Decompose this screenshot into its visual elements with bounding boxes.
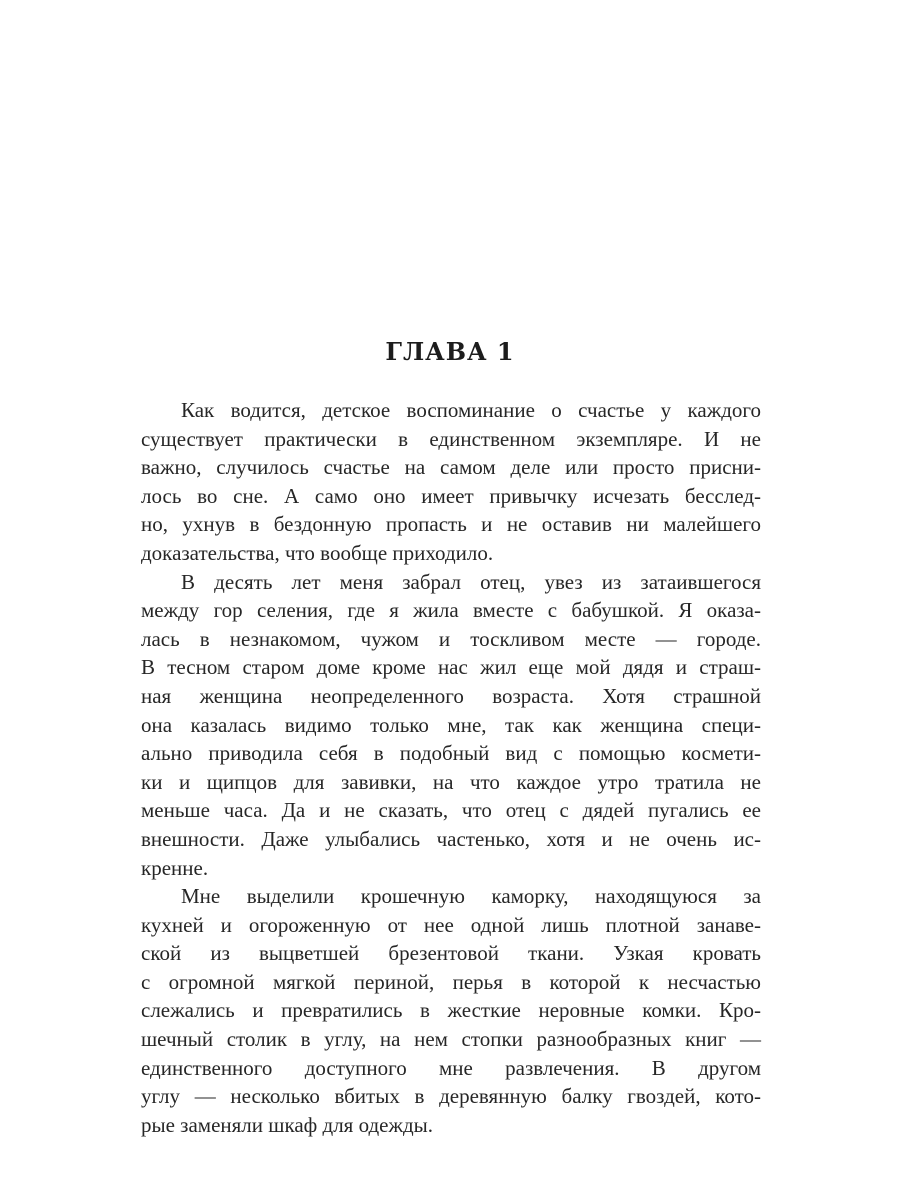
text-line: доказательства, что вообще приходило. bbox=[141, 540, 494, 565]
text-line: ки и щипцов для завивки, на что каждое утро тратила не bbox=[141, 769, 761, 794]
body-text bbox=[141, 396, 761, 1139]
text-line: лась в незнакомом, чужом и тоскливом месте — городе. bbox=[141, 626, 761, 651]
text-line: лось во сне. А само оно имеет привычку исчезать бесслед- bbox=[141, 483, 761, 508]
text-line: важно, случилось счастье на самом деле или просто присни- bbox=[141, 455, 761, 480]
paragraph-2 bbox=[141, 568, 761, 883]
text-line: меньше часа. Да и не сказать, что отец с дядей пугались ее bbox=[141, 798, 761, 823]
text-line: между гор селения, где я жила вместе с бабушкой. Я оказа- bbox=[141, 598, 761, 623]
text-line: Мне выделили крошечную каморку, находящуюся за bbox=[181, 884, 761, 909]
paragraph-1 bbox=[141, 396, 761, 568]
text-line: существует практически в единственном экземпляре. И не bbox=[141, 426, 761, 451]
text-line: с огромной мягкой периной, перья в которой к несчастью bbox=[141, 969, 761, 994]
text-line: кренне. bbox=[141, 855, 209, 880]
text-line: В тесном старом доме кроме нас жил еще мой дядя и страш- bbox=[141, 655, 761, 680]
text-line: слежались и превратились в жесткие неровные комки. Кро- bbox=[141, 998, 761, 1023]
text-line: В десять лет меня забрал отец, увез из затаившегося bbox=[181, 569, 761, 594]
text-line: углу — несколько вбитых в деревянную балку гвоздей, кото- bbox=[141, 1084, 761, 1109]
paragraph-3 bbox=[141, 882, 761, 1139]
text-line: она казалась видимо только мне, так как женщина специ- bbox=[141, 712, 761, 737]
text-line: единственного доступного мне развлечения. В другом bbox=[141, 1055, 761, 1080]
text-line: внешности. Даже улыбались частенько, хотя и не очень ис- bbox=[141, 826, 761, 851]
text-line: ная женщина неопределенного возраста. Хотя страшной bbox=[141, 683, 761, 708]
text-line: но, ухнув в бездонную пропасть и не оставив ни малейшего bbox=[141, 512, 761, 537]
text-line: ально приводила себя в подобный вид с помощью космети- bbox=[141, 741, 761, 766]
text-line: ской из выцветшей брезентовой ткани. Узкая кровать bbox=[141, 941, 761, 966]
text-line: рые заменяли шкаф для одежды. bbox=[141, 1112, 434, 1137]
text-line: шечный столик в углу, на нем стопки разнообразных книг — bbox=[141, 1027, 761, 1052]
text-line: кухней и огороженную от нее одной лишь плотной занаве- bbox=[141, 912, 761, 937]
text-line: Как водится, детское воспоминание о счастье у каждого bbox=[181, 398, 761, 422]
chapter-title: ГЛАВА 1 bbox=[385, 337, 515, 366]
